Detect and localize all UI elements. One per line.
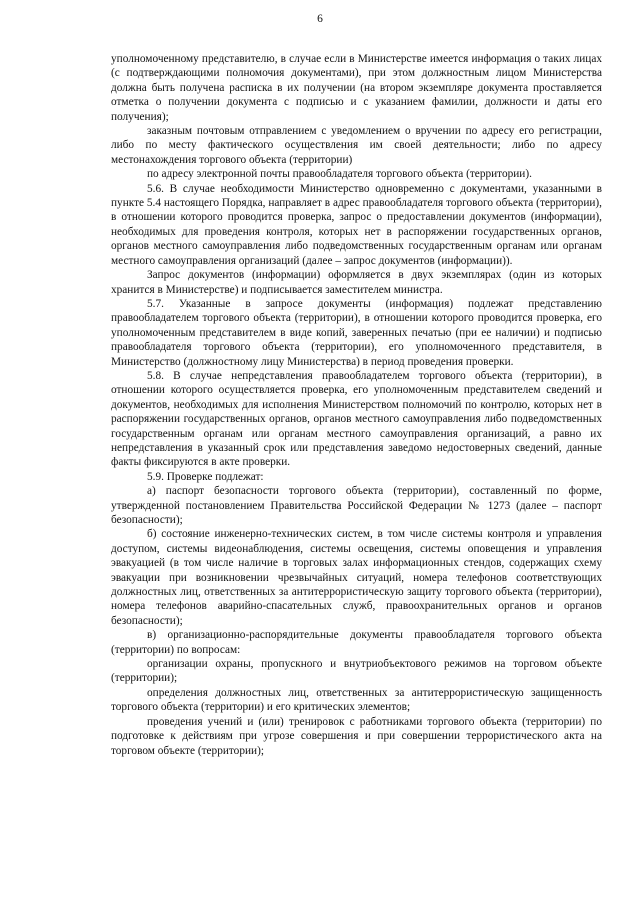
- paragraph-5-6: 5.6. В случае необходимости Министерство одновременно с документами, указанными в пункте 5.4 настоящего Порядка, направляет в адрес правообладателя торгового объекта (территории), в отношении которого проводится проверка, запрос о предоставлении документов (информации), необходимых для проведения контроля, которых нет в распоряжении государственных органов, органов местного самоуправления либо подведомственных государственным органам или органам местного самоуправления организаций (далее – запрос документов (информации)).: [111, 182, 602, 267]
- paragraph-email: по адресу электронной почты правообладателя торгового объекта (территории).: [147, 168, 532, 181]
- paragraph-5-7: 5.7. Указанные в запросе документы (информация) подлежат представлению правообладателем торгового объекта (территории), в отношении которого проводится проверка, его уполномоченным представителем в виде копий, заверенных печатью (при ее наличии) и подписью правообладателя торгового объекта (территории), его уполномоченного представителя, в Министерство (должностному лицу Министерства) в период проведения проверки.: [111, 297, 602, 368]
- page-number: 6: [317, 13, 323, 25]
- paragraph-continuation: уполномоченному представителю, в случае если в Министерстве имеется информация о таких лицах (с подтверждающими полномочия документами), при этом должностным лицом Министерства должна быть получена расписка в их получении (на втором экземпляре документа проставляется отметка о получении документа с подписью и с указанием фамилии, должности и даты его получения);: [111, 53, 602, 123]
- paragraph-item-b: б) состояние инженерно-технических систем, в том числе системы контроля и управления доступом, системы видеонаблюдения, системы освещения, системы оповещения и управления эвакуацией (в том числе наличие в торговых залах информационных стендов, содержащих схему эвакуации при возникновении чрезвычайных ситуаций, номера телефонов соответствующих должностных лиц, ответственных за антитеррористическую защиту торгового объекта (территории), номера телефонов аварийно-спасательных служб, правоохранительных органов и органов безопасности);: [111, 528, 602, 627]
- paragraph-drills: проведения учений и (или) тренировок с работниками торгового объекта (территории) по подготовке к действиям при угрозе совершения и при совершении террористического акта на торговом объекте (территории);: [111, 715, 602, 757]
- paragraph-registered-mail: заказным почтовым отправлением с уведомлением о вручении по адресу его регистрации, либо по месту фактического осуществления им своей деятельности; либо по адресу местонахождения торгового объекта (территории): [111, 125, 602, 166]
- paragraph-responsible-persons: определения должностных лиц, ответственных за антитеррористическую защищенность торгового объекта (территории) и его критических элементов;: [111, 686, 602, 714]
- paragraph-item-a: а) паспорт безопасности торгового объекта (территории), составленный по форме, утвержденной постановлением Правительства Российской Федерации № 1273 (далее – паспорт безопасности);: [111, 485, 602, 526]
- paragraph-request-copies: Запрос документов (информации) оформляется в двух экземплярах (один из которых хранится в Министерстве) и подписывается заместителем министра.: [111, 269, 602, 296]
- paragraph-5-9: 5.9. Проверке подлежат:: [147, 470, 264, 483]
- paragraph-5-8: 5.8. В случае непредставления правообладателем торгового объекта (территории), в отношении которого осуществляется проверка, его уполномоченным представителем сведений и документов, необходимых для исполнения Министерством полномочий по контролю, которых нет в распоряжении государственных органов, органов местного самоуправления либо подведомственных государственным органам или органам местного самоуправления организаций, а равно их непредставления в указанный срок или представления заведомо недостоверных сведений, данные факты фиксируются в акте проверки.: [111, 369, 602, 469]
- paragraph-security-regime: организации охраны, пропускного и внутриобъектового режимов на торговом объекте (территории);: [111, 658, 602, 685]
- document-body: [111, 52, 602, 758]
- paragraph-item-v: в) организационно-распорядительные документы правообладателя торгового объекта (территории) по вопросам:: [111, 629, 602, 656]
